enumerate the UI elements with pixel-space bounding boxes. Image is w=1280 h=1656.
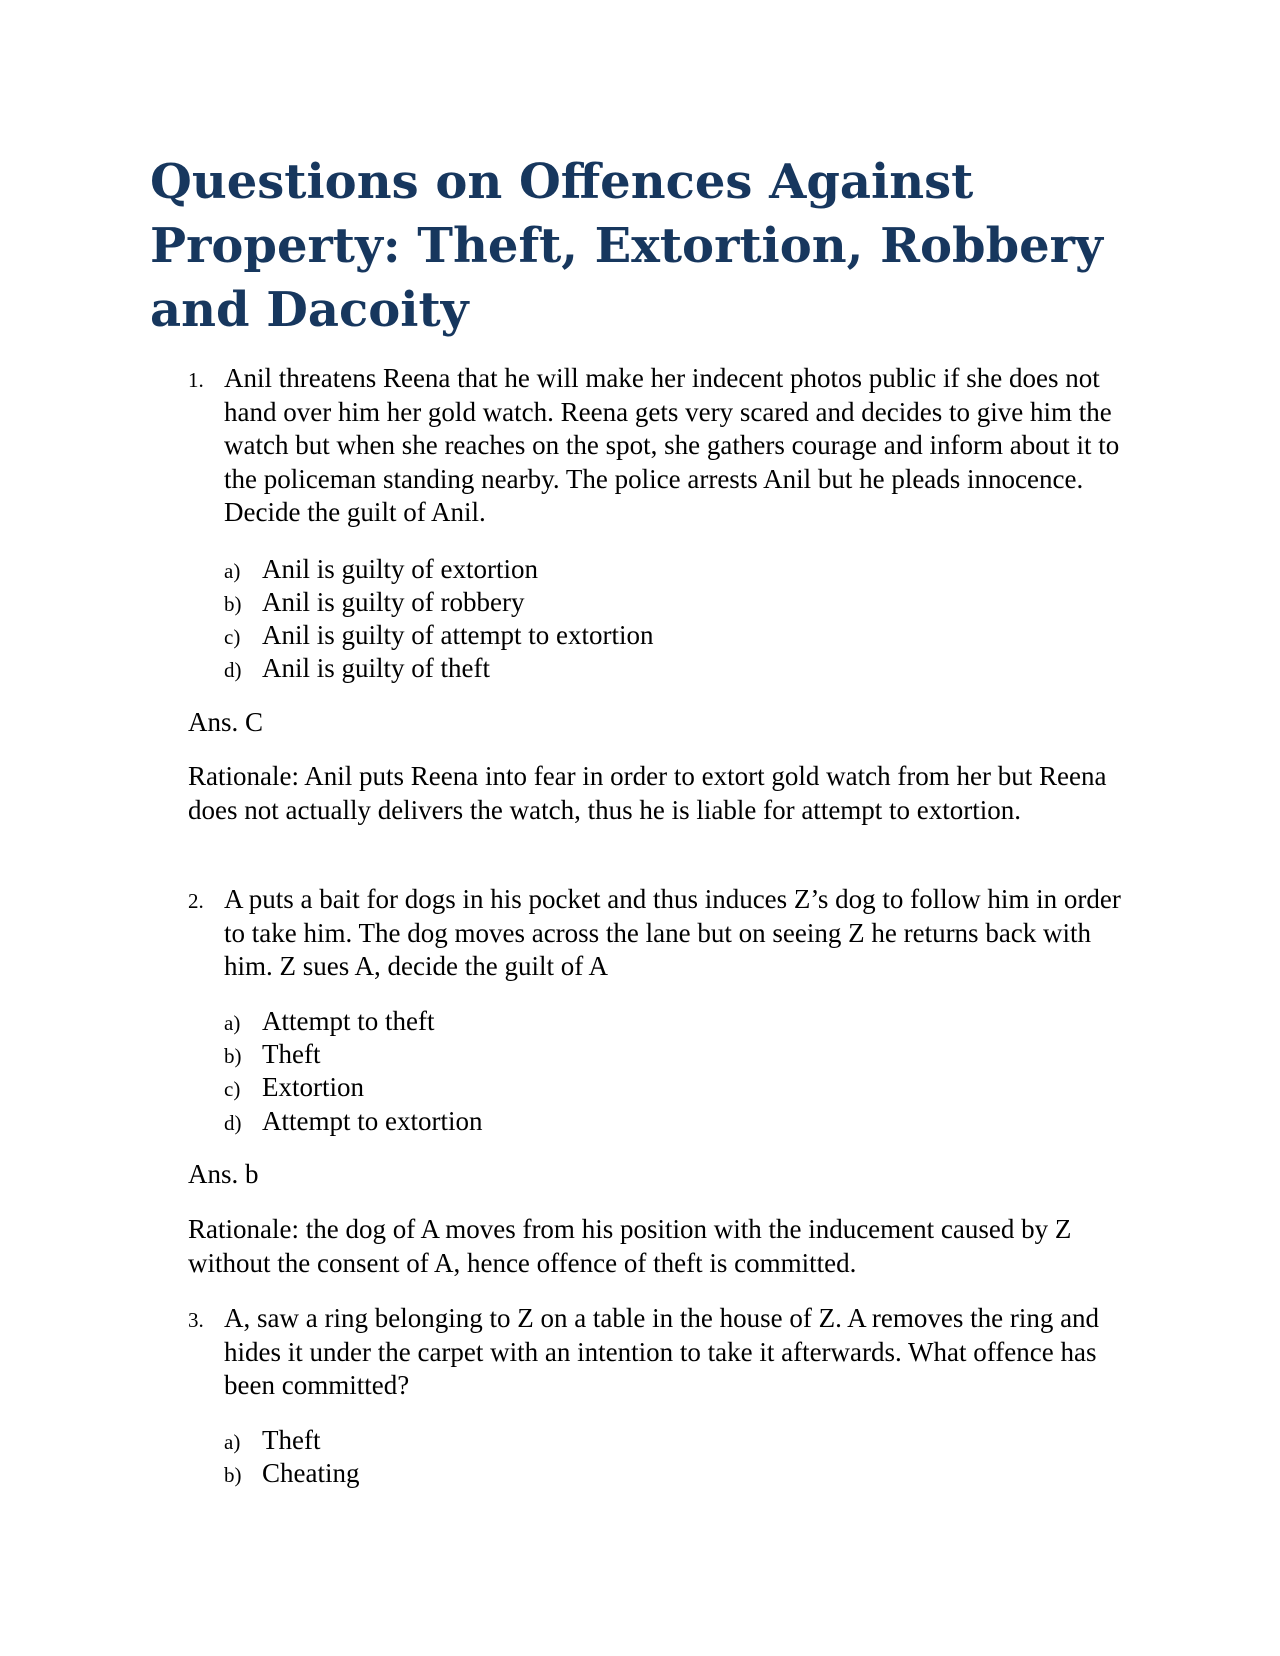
question-1-number: 1.: [188, 368, 204, 392]
option-letter: d): [224, 1111, 242, 1135]
question-2-number: 2.: [188, 889, 204, 913]
option-letter: a): [224, 1430, 241, 1454]
page-title: Questions on Offences Against Property: Theft, Extortion, Robbery and Dacoity: [150, 154, 1103, 338]
option-text: Anil is guilty of theft: [262, 653, 490, 683]
option-text: Anil is guilty of extortion: [262, 554, 538, 584]
question-1-text: Anil threatens Reena that he will make her indecent photos public if she does not hand over him her gold watch. Reena gets very scared and decides to give him the watch but when she reaches on the spot, she gathers courage and inform about it to the policeman standing nearby. The police arrests Anil but he pleads innocence. Decide the guilt of Anil.: [224, 363, 1120, 527]
option-letter: b): [224, 592, 242, 616]
option-text: Attempt to theft: [262, 1006, 435, 1036]
option-text: Theft: [262, 1425, 321, 1455]
option-letter: a): [224, 1011, 241, 1035]
question-2-answer: Ans. b: [188, 1159, 259, 1189]
question-2-option-a: [224, 1005, 434, 1038]
question-2-rationale: Rationale: the dog of A moves from his position with the inducement caused by Z without the consent of A, hence offence of theft is committed.: [188, 1214, 1072, 1278]
question-1-option-c: [224, 619, 653, 652]
option-text: Anil is guilty of attempt to extortion: [262, 620, 654, 650]
question-3-text: A, saw a ring belonging to Z on a table in the house of Z. A removes the ring and hides it under the carpet with an intention to take it afterwards. What offence has been committed?: [224, 1303, 1100, 1400]
option-letter: c): [224, 1077, 241, 1101]
question-1-option-b: [224, 586, 524, 619]
option-text: Cheating: [262, 1458, 360, 1488]
option-text: Attempt to extortion: [262, 1106, 483, 1136]
question-1-answer: Ans. C: [188, 707, 264, 737]
option-letter: d): [224, 658, 242, 682]
question-1-option-d: [224, 652, 490, 685]
option-letter: b): [224, 1463, 242, 1487]
option-letter: b): [224, 1044, 242, 1068]
question-2-option-d: [224, 1105, 482, 1138]
option-letter: c): [224, 625, 241, 649]
option-text: Extortion: [262, 1072, 364, 1102]
option-text: Theft: [262, 1039, 321, 1069]
question-1-option-a: [224, 553, 538, 586]
question-3-number: 3.: [188, 1308, 204, 1332]
question-3-option-b: [224, 1457, 359, 1490]
question-2-text: A puts a bait for dogs in his pocket and thus induces Z’s dog to follow him in order to take him. The dog moves across the lane but on seeing Z he returns back with him. Z sues A, decide the guilt of A: [224, 884, 1121, 981]
question-3-option-a: [224, 1424, 320, 1457]
option-text: Anil is guilty of robbery: [262, 587, 525, 617]
question-2-option-c: [224, 1071, 364, 1104]
question-2-option-b: [224, 1038, 320, 1071]
option-letter: a): [224, 559, 241, 583]
question-1-rationale: Rationale: Anil puts Reena into fear in order to extort gold watch from her but Reena does not actually delivers the watch, thus he is liable for attempt to extortion.: [188, 761, 1107, 825]
